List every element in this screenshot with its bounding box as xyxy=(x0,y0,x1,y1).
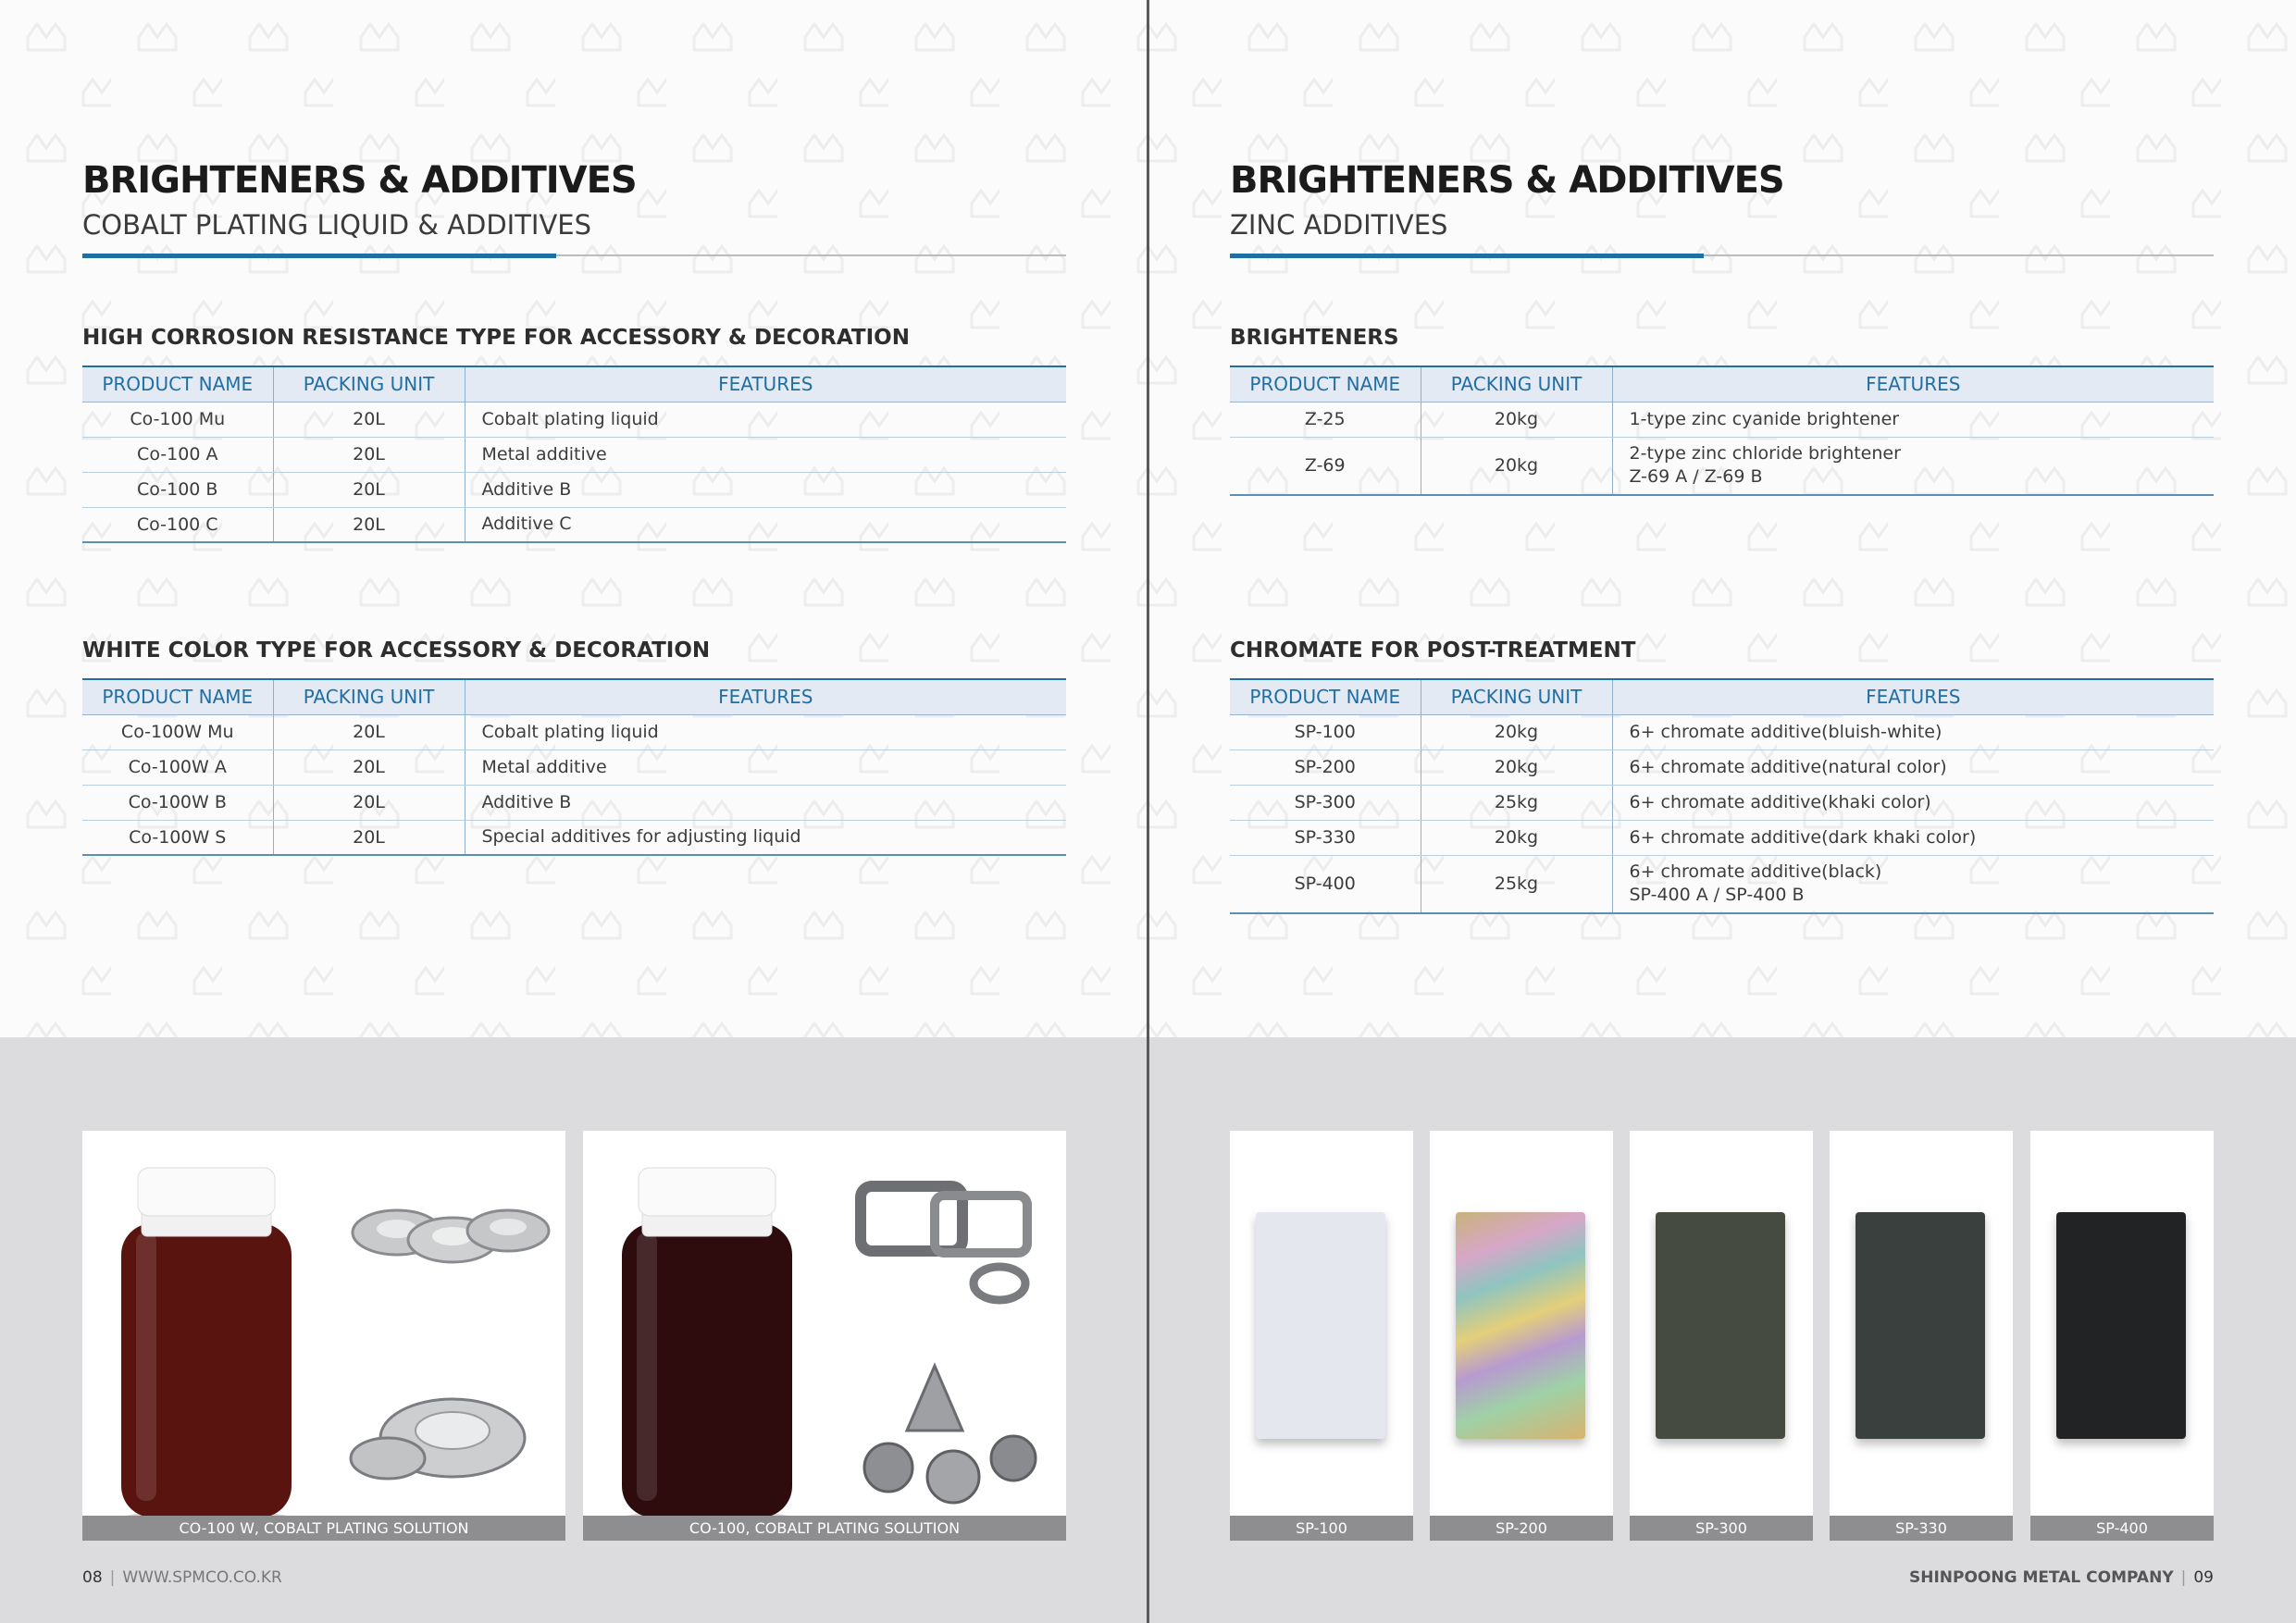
column-header: PRODUCT NAME xyxy=(82,366,273,402)
photo-caption: CO-100, COBALT PLATING SOLUTION xyxy=(583,1516,1066,1541)
column-header: FEATURES xyxy=(1612,366,2214,402)
packing-unit: 20L xyxy=(273,402,465,437)
column-header: PACKING UNIT xyxy=(273,679,465,714)
feature-line: 2-type zinc chloride brightener xyxy=(1629,443,1901,465)
product-photo-panel xyxy=(82,1131,565,1541)
sample-plate xyxy=(1656,1212,1785,1439)
column-header: PACKING UNIT xyxy=(1421,366,1612,402)
product-name: Co-100 B xyxy=(82,472,273,507)
packing-unit: 25kg xyxy=(1421,855,1612,913)
features: Cobalt plating liquid xyxy=(465,714,1066,750)
column-header: PRODUCT NAME xyxy=(1230,366,1421,402)
features: 6+ chromate additive(bluish-white) xyxy=(1612,714,2214,750)
table-row xyxy=(1230,820,2214,855)
product-name: SP-100 xyxy=(1230,714,1421,750)
column-header: PRODUCT NAME xyxy=(1230,679,1421,714)
section-title: BRIGHTENERS xyxy=(1230,326,1399,350)
page-number: 08 xyxy=(82,1568,103,1587)
table-row xyxy=(1230,785,2214,820)
table-row xyxy=(82,507,1066,542)
page-subtitle: ZINC ADDITIVES xyxy=(1230,209,1448,241)
features: Metal additive xyxy=(465,750,1066,785)
table-row xyxy=(82,785,1066,820)
table-row xyxy=(1230,855,2214,913)
product-name: Co-100W Mu xyxy=(82,714,273,750)
section-title: WHITE COLOR TYPE FOR ACCESSORY & DECORATION xyxy=(82,638,711,663)
title-rule-accent xyxy=(82,254,556,258)
product-name: SP-200 xyxy=(1230,750,1421,785)
packing-unit: 20L xyxy=(273,750,465,785)
table-header-row xyxy=(82,366,1066,402)
product-name: Co-100 A xyxy=(82,437,273,472)
page-gutter xyxy=(1147,0,1149,1623)
table-header-row xyxy=(1230,679,2214,714)
section-title: CHROMATE FOR POST-TREATMENT xyxy=(1230,638,1636,663)
product-name: Co-100 Mu xyxy=(82,402,273,437)
product-photo-panel xyxy=(583,1131,1066,1541)
features: 6+ chromate additive(natural color) xyxy=(1612,750,2214,785)
table-row xyxy=(82,472,1066,507)
page-title: BRIGHTENERS & ADDITIVES xyxy=(82,159,637,202)
page-number: 09 xyxy=(2193,1568,2214,1587)
product-table xyxy=(1230,678,2214,914)
packing-unit: 20L xyxy=(273,714,465,750)
photo-caption: CO-100 W, COBALT PLATING SOLUTION xyxy=(82,1516,565,1541)
product-table xyxy=(82,678,1066,856)
product-table xyxy=(82,365,1066,543)
feature-subline: SP-400 A / SP-400 B xyxy=(1629,885,1805,906)
features: 6+ chromate additive(dark khaki color) xyxy=(1612,820,2214,855)
product-name: SP-400 xyxy=(1230,855,1421,913)
sample-caption: SP-200 xyxy=(1430,1516,1613,1541)
column-header: PACKING UNIT xyxy=(1421,679,1612,714)
features xyxy=(1612,437,2214,495)
packing-unit: 20L xyxy=(273,472,465,507)
features: Cobalt plating liquid xyxy=(465,402,1066,437)
packing-unit: 20kg xyxy=(1421,437,1612,495)
table-row xyxy=(1230,714,2214,750)
feature-line: 1-type zinc cyanide brightener xyxy=(1629,408,1900,429)
bottle-image xyxy=(583,1131,831,1541)
product-name: Co-100W A xyxy=(82,750,273,785)
feature-subline: Z-69 A / Z-69 B xyxy=(1629,466,1763,488)
sample-plate xyxy=(1855,1212,1985,1439)
product-name: Co-100 C xyxy=(82,507,273,542)
product-name: Z-69 xyxy=(1230,437,1421,495)
sample-plate xyxy=(2056,1212,2186,1439)
sample-caption: SP-330 xyxy=(1830,1516,2013,1541)
table-row xyxy=(82,437,1066,472)
features xyxy=(1612,855,2214,913)
right-page xyxy=(1230,0,2214,1623)
table-row xyxy=(1230,402,2214,437)
caps-image xyxy=(332,1329,565,1541)
features: Additive C xyxy=(465,507,1066,542)
title-rule-accent xyxy=(1230,254,1704,258)
packing-unit: 20L xyxy=(273,507,465,542)
section-title: HIGH CORROSION RESISTANCE TYPE FOR ACCESSORY & DECORATION xyxy=(82,326,910,350)
column-header: FEATURES xyxy=(465,679,1066,714)
table-header-row xyxy=(1230,366,2214,402)
packing-unit: 20L xyxy=(273,785,465,820)
product-name: Co-100W B xyxy=(82,785,273,820)
column-header: FEATURES xyxy=(465,366,1066,402)
column-header: PACKING UNIT xyxy=(273,366,465,402)
sample-panel xyxy=(1230,1131,1413,1541)
features: Special additives for adjusting liquid xyxy=(465,820,1066,855)
washers-image xyxy=(332,1131,565,1327)
table-row xyxy=(1230,437,2214,495)
features: 6+ chromate additive(khaki color) xyxy=(1612,785,2214,820)
left-page xyxy=(82,0,1066,1623)
column-header: FEATURES xyxy=(1612,679,2214,714)
features xyxy=(1612,402,2214,437)
page-subtitle: COBALT PLATING LIQUID & ADDITIVES xyxy=(82,209,592,241)
studs-image xyxy=(833,1329,1066,1541)
buckles-image xyxy=(833,1131,1066,1327)
table-row xyxy=(1230,750,2214,785)
sample-panel xyxy=(1630,1131,1813,1541)
sample-plate xyxy=(1456,1212,1585,1439)
table-row xyxy=(82,750,1066,785)
packing-unit: 20kg xyxy=(1421,750,1612,785)
company-name: SHINPOONG METAL COMPANY xyxy=(1908,1568,2174,1587)
product-name: Z-25 xyxy=(1230,402,1421,437)
features: Metal additive xyxy=(465,437,1066,472)
website-link[interactable]: WWW.SPMCO.CO.KR xyxy=(122,1568,282,1587)
product-name: Co-100W S xyxy=(82,820,273,855)
product-name: SP-330 xyxy=(1230,820,1421,855)
packing-unit: 25kg xyxy=(1421,785,1612,820)
sample-panel xyxy=(1830,1131,2013,1541)
page-footer: 08 | WWW.SPMCO.CO.KR xyxy=(82,1568,282,1587)
features: Additive B xyxy=(465,785,1066,820)
column-header: PRODUCT NAME xyxy=(82,679,273,714)
sample-panel xyxy=(2030,1131,2214,1541)
packing-unit: 20L xyxy=(273,820,465,855)
packing-unit: 20kg xyxy=(1421,820,1612,855)
sample-plate xyxy=(1256,1212,1385,1439)
sample-caption: SP-100 xyxy=(1230,1516,1413,1541)
feature-line: 6+ chromate additive(black) xyxy=(1629,861,1882,883)
table-row xyxy=(82,714,1066,750)
packing-unit: 20kg xyxy=(1421,714,1612,750)
product-name: SP-300 xyxy=(1230,785,1421,820)
page-title: BRIGHTENERS & ADDITIVES xyxy=(1230,159,1784,202)
features: Additive B xyxy=(465,472,1066,507)
sample-panel xyxy=(1430,1131,1613,1541)
bottle-image xyxy=(82,1131,330,1541)
packing-unit: 20L xyxy=(273,437,465,472)
table-row xyxy=(82,820,1066,855)
page-footer: SHINPOONG METAL COMPANY | 09 xyxy=(1908,1568,2214,1587)
table-header-row xyxy=(82,679,1066,714)
sample-caption: SP-400 xyxy=(2030,1516,2214,1541)
sample-caption: SP-300 xyxy=(1630,1516,1813,1541)
packing-unit: 20kg xyxy=(1421,402,1612,437)
product-table xyxy=(1230,365,2214,496)
table-row xyxy=(82,402,1066,437)
